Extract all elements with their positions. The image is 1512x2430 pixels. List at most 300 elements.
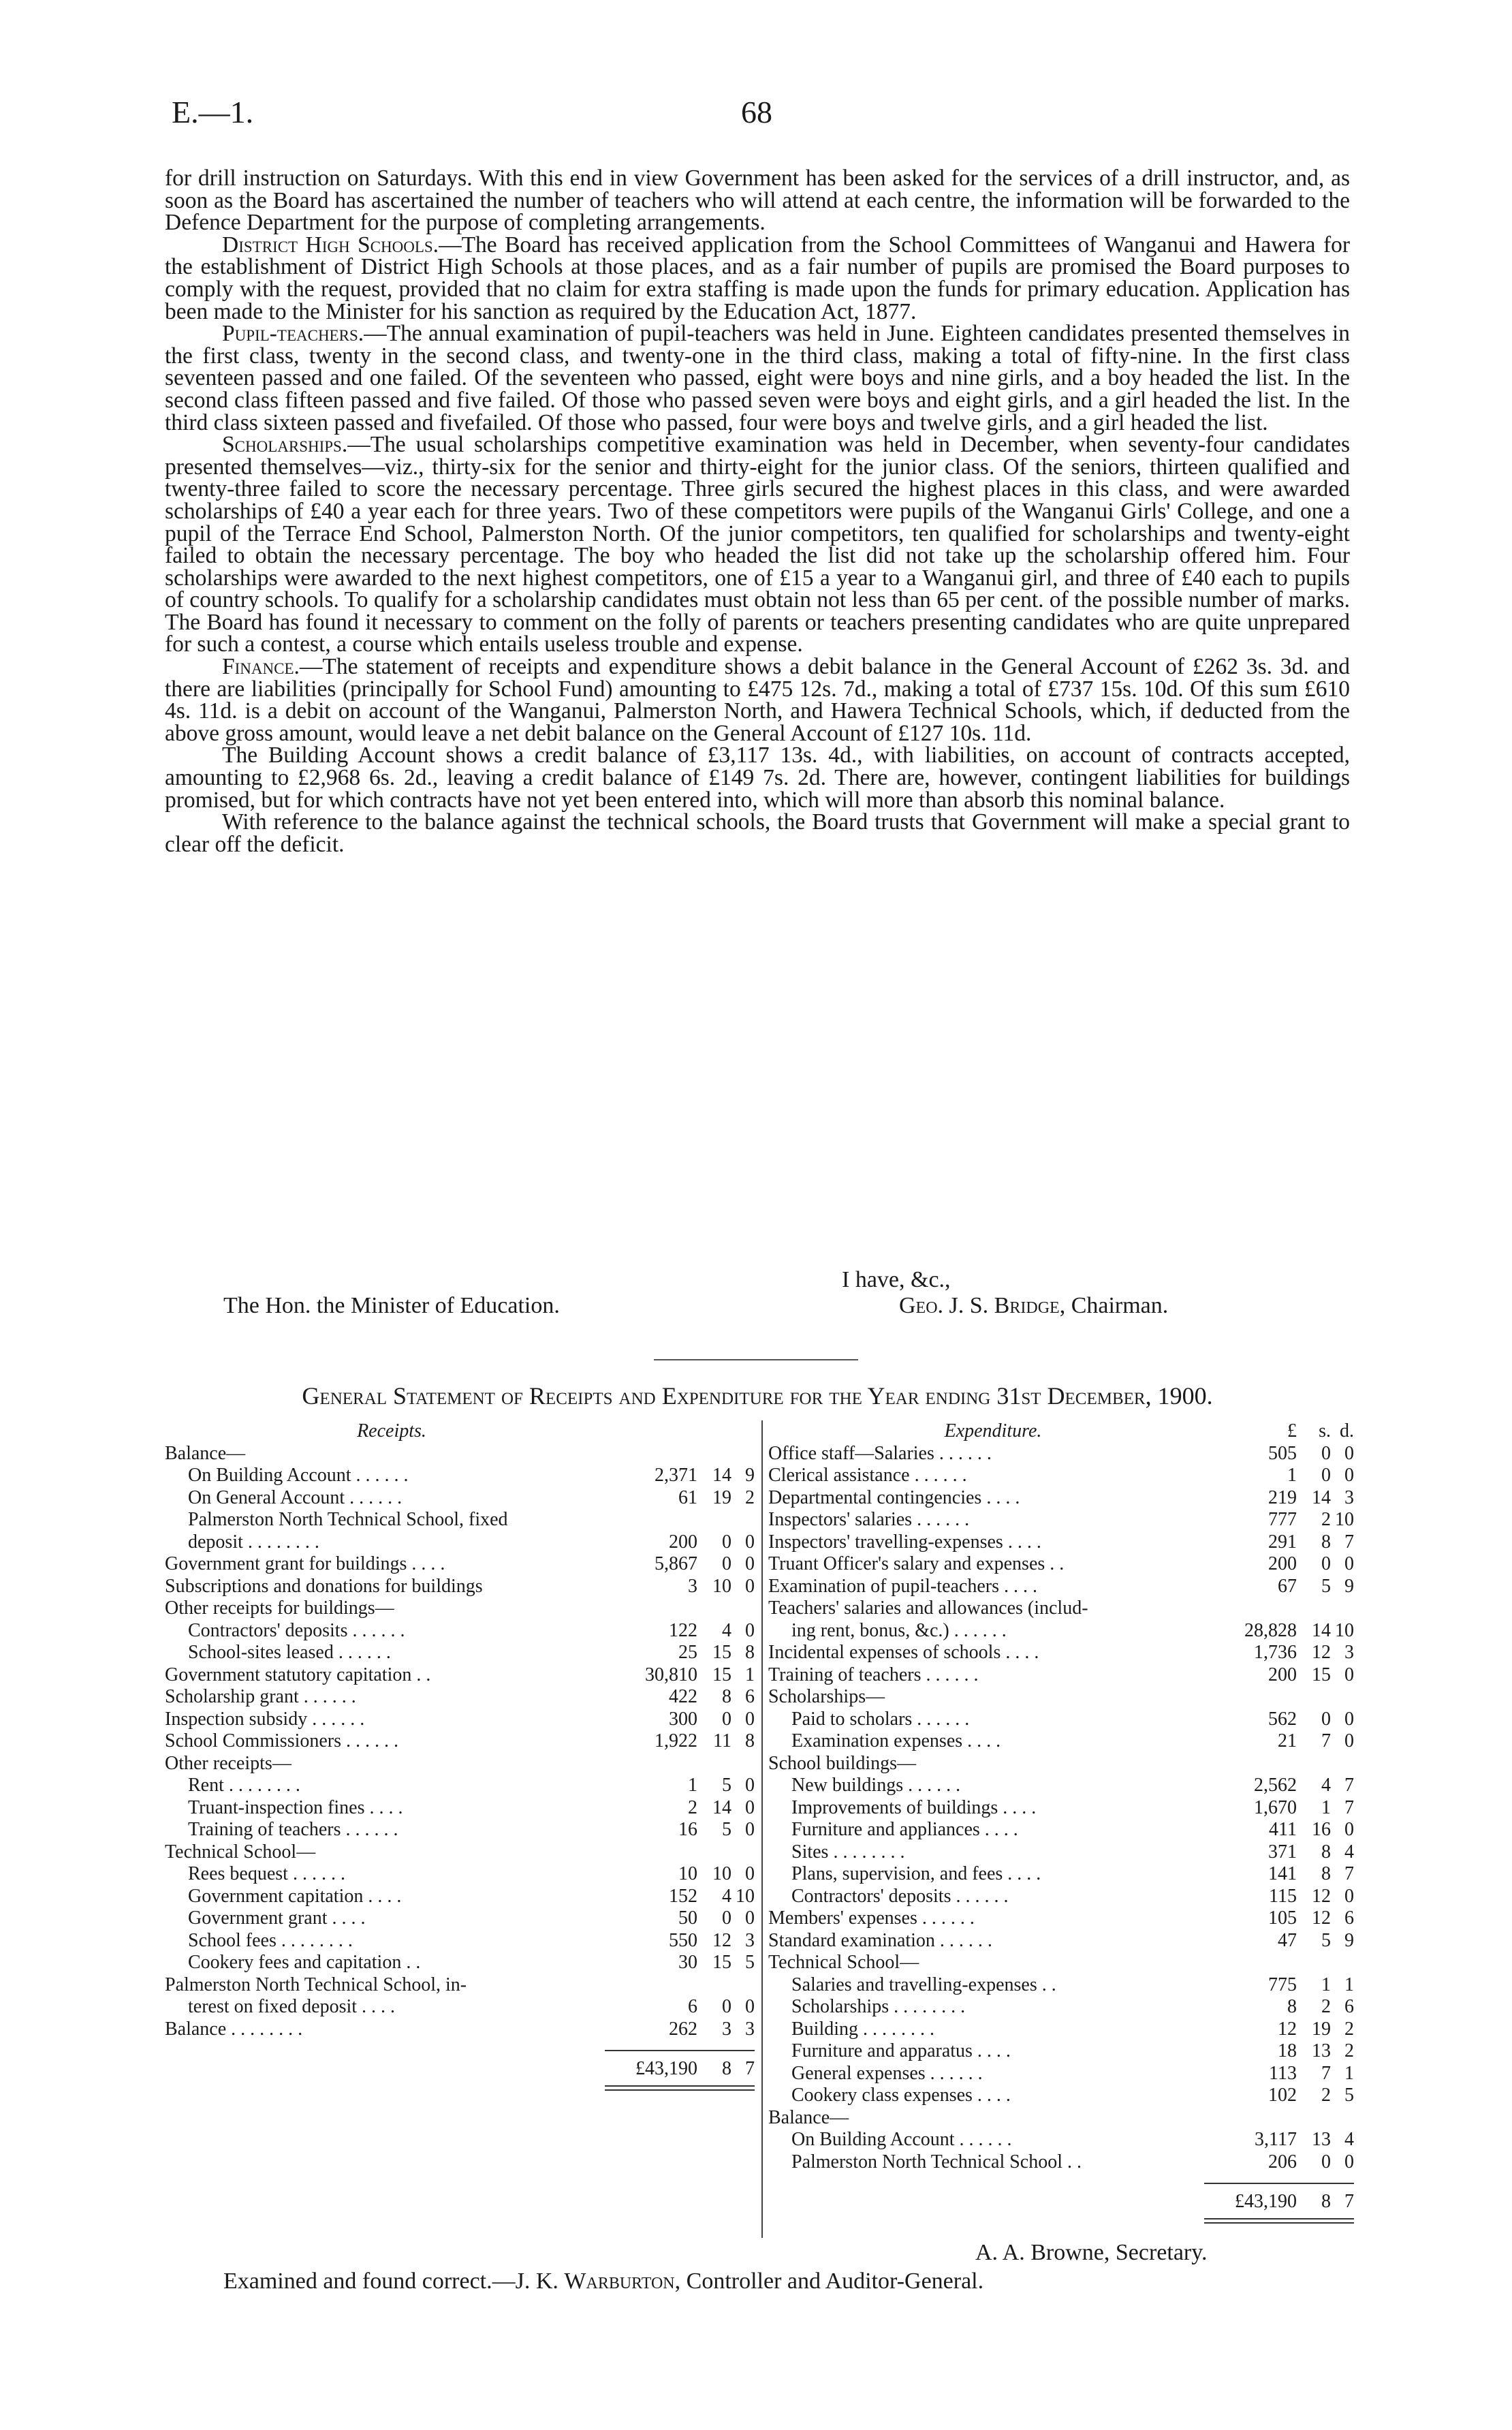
table-row — [165, 1907, 755, 1930]
expenditure-rows — [768, 1443, 1354, 2174]
table-row — [768, 1974, 1354, 1997]
amount-pounds: 371 — [1268, 1841, 1297, 1863]
amount-pence: 6 — [1344, 1907, 1354, 1929]
amount-pence: 0 — [745, 1819, 755, 1840]
amount-pence: 3 — [745, 2018, 755, 2040]
total-rule — [605, 2050, 755, 2051]
row-label: On Building Account . . . . . . — [188, 1465, 409, 1486]
table-row — [768, 1709, 1354, 1731]
paragraph-text: —The Board has received application from the School Committees of Wanganui and Hawera for the establishment of District High Schools at those places, and as a fair number of pupils are promised the Board purposes to comply with the request, provided that no claim for extra staffing is made upon the funds for primary education. Application has been made to the Minister for his sanction as required by the Education Act, 1877. — [165, 232, 1351, 324]
total-rule — [1204, 2222, 1354, 2224]
amount-pence: 10 — [1335, 1509, 1354, 1530]
amount-pounds: 12 — [1278, 2018, 1297, 2040]
table-row — [768, 1952, 1354, 1974]
table-row — [768, 2040, 1354, 2063]
table-row — [768, 2151, 1354, 2174]
amount-pence: 7 — [1344, 1863, 1354, 1884]
table-row — [165, 1841, 755, 1864]
row-label: Rent . . . . . . . . — [188, 1775, 300, 1796]
table-row — [768, 2019, 1354, 2041]
table-row — [165, 1553, 755, 1576]
section-divider — [654, 1359, 858, 1360]
table-row — [768, 1886, 1354, 1908]
amount-pence: 10 — [1335, 1619, 1354, 1641]
table-row — [165, 1465, 755, 1487]
table-row — [165, 1863, 755, 1886]
amount-shillings: 14 — [712, 1465, 731, 1486]
amount-shillings: 14 — [712, 1796, 731, 1818]
amount-pounds: 6 — [688, 1996, 697, 2017]
amount-shillings: 15 — [712, 1642, 731, 1663]
amount-pence: 0 — [1344, 1708, 1354, 1730]
auditor-prefix: Examined and found correct.—J. K. — [223, 2269, 565, 2294]
amount-pence: 9 — [1344, 1575, 1354, 1597]
table-row — [768, 1863, 1354, 1886]
amount-pounds: 25 — [678, 1642, 697, 1663]
row-label: Balance— — [165, 1442, 246, 1464]
amount-pence: 8 — [745, 1642, 755, 1663]
amount-pence: 0 — [745, 1796, 755, 1818]
row-label: Cookery class expenses . . . . — [791, 2085, 1011, 2106]
total-values — [605, 2058, 755, 2080]
total-rule — [1204, 2218, 1354, 2219]
row-label: Palmerston North Technical School, in- — [165, 1974, 467, 1995]
amount-pence: 1 — [1344, 2062, 1354, 2084]
expenditure-heading: Expenditure. — [944, 1420, 1042, 1442]
amount-pence: 1 — [1344, 1974, 1354, 1995]
row-label: Subscriptions and donations for buildings — [165, 1575, 483, 1597]
amount-shillings: 0 — [722, 1531, 731, 1553]
amount-pounds: 67 — [1278, 1575, 1297, 1597]
amount-shillings: 0 — [722, 1553, 731, 1574]
table-row — [165, 1886, 755, 1908]
total-values — [1204, 2191, 1354, 2213]
row-label: ing rent, bonus, &c.) . . . . . . — [791, 1619, 1007, 1641]
row-label: Office staff—Salaries . . . . . . — [768, 1442, 992, 1464]
amount-pounds: 1,670 — [1254, 1796, 1297, 1818]
amount-pounds: 3,117 — [1255, 2129, 1297, 2150]
receipts-heading: Receipts. — [357, 1420, 426, 1442]
amount-shillings: 0 — [1321, 2151, 1331, 2172]
amount-pounds: 102 — [1268, 2085, 1297, 2106]
amount-pounds: 200 — [669, 1531, 697, 1553]
table-row — [768, 1620, 1354, 1642]
expenditure-total — [768, 2183, 1354, 2224]
amount-pounds: 18 — [1278, 2040, 1297, 2061]
amount-pounds: 141 — [1268, 1863, 1297, 1884]
row-label: Training of teachers . . . . . . — [768, 1664, 979, 1685]
addressee: The Hon. the Minister of Education. — [223, 1293, 560, 1318]
amount-pounds: 105 — [1268, 1907, 1297, 1929]
row-label: On Building Account . . . . . . — [791, 2129, 1012, 2150]
amount-pounds: 30,810 — [645, 1664, 697, 1685]
amount-shillings: 15 — [1312, 1664, 1331, 1685]
amount-pence: 0 — [1344, 1553, 1354, 1574]
amount-pence: 7 — [1344, 1775, 1354, 1796]
report-body — [165, 168, 1350, 856]
row-label: Paid to scholars . . . . . . — [791, 1708, 970, 1730]
paragraph-technical-schools: With reference to the balance against the technical schools, the Board trusts that Government will make a special grant to clear off the deficit. — [165, 809, 1350, 857]
table-row — [165, 1930, 755, 1952]
table-row — [165, 1996, 755, 2019]
amount-shillings: 7 — [1321, 1730, 1331, 1751]
table-row — [165, 1443, 755, 1465]
row-label: Government capitation . . . . — [188, 1885, 402, 1907]
table-row — [165, 1576, 755, 1598]
total-shillings: 8 — [722, 2058, 731, 2079]
table-row — [165, 1686, 755, 1709]
paragraph-text: —The annual examination of pupil-teachers was held in June. Eighteen candidates presented themselves in the first class, twenty in the second class, and twenty-one in the third class, making a total of fifty-nine. In the first class seventeen passed and one failed. Of the seventeen who passed, eight were boys and nine girls, and a boy headed the list. In the second class fifteen passed and five failed. Of those who passed seven were boys and eight girls, and a girl headed the list. In the third class sixteen passed and fivefailed. Of those who passed, four were boys and twelve girls, and a girl headed the list. — [165, 321, 1350, 435]
amount-shillings: 3 — [722, 2018, 731, 2040]
table-row — [768, 1531, 1354, 1554]
amount-shillings: 8 — [1321, 1531, 1331, 1553]
row-label: Other receipts— — [165, 1752, 292, 1774]
expenditure-header — [768, 1420, 1354, 1443]
amount-pence: 0 — [1344, 1465, 1354, 1486]
receipts-total — [165, 2050, 755, 2091]
amount-shillings: 13 — [1312, 2040, 1331, 2061]
total-pence: 7 — [1344, 2191, 1354, 2212]
table-row — [768, 1996, 1354, 2019]
row-label: General expenses . . . . . . — [791, 2062, 983, 2084]
amount-pounds: 206 — [1268, 2151, 1297, 2172]
amount-pounds: 505 — [1268, 1442, 1297, 1464]
amount-pounds: 550 — [669, 1929, 697, 1951]
row-label: Examination of pupil-teachers . . . . — [768, 1575, 1037, 1597]
row-label: New buildings . . . . . . — [791, 1775, 961, 1796]
amount-shillings: 11 — [713, 1730, 731, 1751]
amount-shillings: 0 — [722, 1708, 731, 1730]
amount-pence: 2 — [745, 1486, 755, 1508]
amount-shillings: 12 — [1312, 1642, 1331, 1663]
auditor-line — [223, 2269, 983, 2294]
paragraph-building-account: The Building Account shows a credit balance of £3,117 13s. 4d., with liabilities, on account of contracts accepted, amounting to £2,968 6s. 2d., leaving a credit balance of £149 7s. 2d. There are, however, contingent liabilities for buildings promised, but for which contracts have not yet been entered into, which will more than absorb this nominal balance. — [165, 743, 1350, 813]
amount-shillings: 4 — [722, 1885, 731, 1907]
amount-pounds: 122 — [669, 1619, 697, 1641]
row-label: Palmerston North Technical School . . — [791, 2151, 1082, 2172]
page-number: 68 — [741, 95, 772, 129]
amount-pounds: 10 — [678, 1863, 697, 1884]
table-row — [165, 1620, 755, 1642]
total-pence: 7 — [745, 2058, 755, 2079]
amount-pounds: 219 — [1268, 1486, 1297, 1508]
amount-pence: 9 — [1344, 1929, 1354, 1951]
amount-shillings: 15 — [712, 1952, 731, 1973]
row-label: Building . . . . . . . . — [791, 2018, 935, 2040]
section-heading-district-high-schools: District High Schools. — [222, 232, 439, 258]
total-rule — [605, 2085, 755, 2087]
total-pounds: £43,190 — [1235, 2191, 1297, 2212]
table-row — [768, 1664, 1354, 1687]
amount-pence: 0 — [1344, 1730, 1354, 1751]
amount-pounds: 5,867 — [655, 1553, 697, 1574]
amount-pounds: 8 — [1287, 1996, 1297, 2017]
row-label: Training of teachers . . . . . . — [188, 1819, 398, 1840]
amount-pounds: 28,828 — [1244, 1619, 1297, 1641]
amount-pounds: 562 — [1268, 1708, 1297, 1730]
row-label: Technical School— — [165, 1841, 316, 1863]
table-row — [768, 1907, 1354, 1930]
row-label: Other receipts for buildings— — [165, 1598, 394, 1619]
table-row — [768, 1819, 1354, 1841]
auditor-suffix: , Controller and Auditor-General. — [674, 2269, 984, 2294]
row-label: terest on fixed deposit . . . . — [188, 1996, 396, 2017]
table-row — [165, 1598, 755, 1620]
amount-shillings: 0 — [1321, 1708, 1331, 1730]
amount-pence: 8 — [745, 1730, 755, 1751]
row-label: Inspectors' travelling-expenses . . . . — [768, 1531, 1041, 1553]
col-pence: d. — [1340, 1420, 1354, 1442]
amount-pence: 3 — [745, 1929, 755, 1951]
amount-shillings: 4 — [1321, 1775, 1331, 1796]
amount-pounds: 300 — [669, 1708, 697, 1730]
amount-pounds: 262 — [669, 2018, 697, 2040]
table-row — [165, 1974, 755, 1997]
amount-pounds: 422 — [669, 1686, 697, 1707]
amount-pence: 6 — [1344, 1996, 1354, 2017]
row-label: Departmental contingencies . . . . — [768, 1486, 1020, 1508]
amount-shillings: 0 — [1321, 1553, 1331, 1574]
amount-shillings: 19 — [712, 1486, 731, 1508]
table-row — [768, 2107, 1354, 2130]
row-label: On General Account . . . . . . — [188, 1486, 403, 1508]
row-label: Contractors' deposits . . . . . . — [188, 1619, 405, 1641]
row-label: Contractors' deposits . . . . . . — [791, 1885, 1009, 1907]
table-row — [768, 1576, 1354, 1598]
amount-shillings: 15 — [712, 1664, 731, 1685]
closing-line: I have, &c., — [842, 1267, 951, 1292]
page-header-reference: E.—1. — [172, 95, 254, 129]
table-row — [165, 1709, 755, 1731]
paragraph-scholarships — [165, 434, 1350, 656]
row-label: Government grant . . . . — [188, 1907, 366, 1929]
amount-pence: 7 — [1344, 1796, 1354, 1818]
amount-shillings: 1 — [1321, 1974, 1331, 1995]
amount-pence: 0 — [745, 1907, 755, 1929]
row-label: School buildings— — [768, 1752, 917, 1774]
table-row — [768, 1443, 1354, 1465]
amount-shillings: 5 — [722, 1819, 731, 1840]
amount-shillings: 2 — [1321, 1996, 1331, 2017]
row-label: Improvements of buildings . . . . — [791, 1796, 1037, 1818]
row-label: Scholarships . . . . . . . . — [791, 1996, 966, 2017]
amount-shillings: 8 — [1321, 1863, 1331, 1884]
amount-pounds: 3 — [688, 1575, 697, 1597]
table-row — [768, 1598, 1354, 1620]
amount-pounds: 113 — [1269, 2062, 1297, 2084]
amount-shillings: 0 — [722, 1907, 731, 1929]
amount-shillings: 8 — [722, 1686, 731, 1707]
secretary-title: , Secretary. — [1103, 2240, 1208, 2265]
expenditure-column — [768, 1420, 1354, 2224]
amount-pence: 0 — [1344, 1442, 1354, 1464]
amount-shillings: 5 — [1321, 1929, 1331, 1951]
amount-pounds: 30 — [678, 1952, 697, 1973]
table-row — [768, 1509, 1354, 1531]
row-label: Salaries and travelling-expenses . . — [791, 1974, 1056, 1995]
table-row — [165, 2019, 755, 2041]
total-rule — [1204, 2183, 1354, 2184]
table-row — [165, 1819, 755, 1841]
amount-pounds: 200 — [1268, 1553, 1297, 1574]
auditor-name: Warburton — [564, 2269, 675, 2294]
table-row — [768, 1753, 1354, 1775]
amount-shillings: 1 — [1321, 1796, 1331, 1818]
amount-pence: 0 — [1344, 1664, 1354, 1685]
row-label: Truant-inspection fines . . . . — [188, 1796, 403, 1818]
amount-pounds: 1 — [1287, 1465, 1297, 1486]
amount-pounds: 777 — [1268, 1509, 1297, 1530]
amount-pence: 0 — [745, 1708, 755, 1730]
table-row — [768, 2085, 1354, 2107]
amount-shillings: 16 — [1312, 1819, 1331, 1840]
table-row — [768, 1797, 1354, 1820]
row-label: Teachers' salaries and allowances (includ- — [768, 1598, 1088, 1619]
amount-pence: 2 — [1344, 2040, 1354, 2061]
row-label: Government statutory capitation . . — [165, 1664, 431, 1685]
row-label: Technical School— — [768, 1952, 919, 1973]
row-label: Palmerston North Technical School, fixed — [188, 1509, 508, 1530]
amount-pounds: 61 — [678, 1486, 697, 1508]
amount-pence: 0 — [745, 1863, 755, 1884]
row-label: Rees bequest . . . . . . — [188, 1863, 345, 1884]
row-label: School-sites leased . . . . . . — [188, 1642, 391, 1663]
table-row — [768, 1686, 1354, 1709]
amount-pence: 10 — [736, 1885, 755, 1907]
receipts-header — [165, 1420, 755, 1443]
receipts-rows — [165, 1443, 755, 2041]
table-row — [768, 1930, 1354, 1952]
paragraph-pupil-teachers — [165, 323, 1350, 434]
amount-shillings: 2 — [1321, 2085, 1331, 2106]
section-heading-finance: Finance. — [222, 654, 300, 680]
row-label: Balance . . . . . . . . — [165, 2018, 303, 2040]
row-label: School Commissioners . . . . . . — [165, 1730, 399, 1751]
amount-pence: 0 — [745, 1531, 755, 1553]
table-row — [768, 1553, 1354, 1576]
amount-pence: 3 — [1344, 1486, 1354, 1508]
row-label: Clerical assistance . . . . . . — [768, 1465, 967, 1486]
amount-shillings: 0 — [722, 1996, 731, 2017]
total-pounds: £43,190 — [635, 2058, 697, 2079]
table-row — [768, 1730, 1354, 1753]
amount-pounds: 411 — [1269, 1819, 1297, 1840]
amount-pence: 1 — [745, 1664, 755, 1685]
amount-pence: 3 — [1344, 1642, 1354, 1663]
row-label: Plans, supervision, and fees . . . . — [791, 1863, 1041, 1884]
table-row — [165, 1642, 755, 1664]
signature-chairman — [899, 1293, 1168, 1319]
amount-shillings: 10 — [712, 1863, 731, 1884]
signer-name: Geo. J. S. Bridge — [899, 1293, 1060, 1318]
row-label: Furniture and apparatus . . . . — [791, 2040, 1011, 2061]
amount-pence: 5 — [745, 1952, 755, 1973]
amount-pounds: 291 — [1268, 1531, 1297, 1553]
amount-shillings: 7 — [1321, 2062, 1331, 2084]
row-label: Scholarship grant . . . . . . — [165, 1686, 356, 1707]
amount-pounds: 2,371 — [655, 1465, 697, 1486]
row-label: deposit . . . . . . . . — [188, 1531, 319, 1553]
amount-shillings: 5 — [722, 1775, 731, 1796]
amount-pence: 0 — [745, 1996, 755, 2017]
amount-pence: 4 — [1344, 1841, 1354, 1863]
amount-pounds: 1,922 — [655, 1730, 697, 1751]
paragraph-district-high-schools — [165, 234, 1350, 323]
amount-pounds: 152 — [669, 1885, 697, 1907]
amount-pounds: 16 — [678, 1819, 697, 1840]
row-label: Scholarships— — [768, 1686, 885, 1707]
col-shillings: s. — [1319, 1420, 1331, 1442]
amount-pence: 0 — [745, 1619, 755, 1641]
amount-pence: 6 — [745, 1686, 755, 1707]
amount-shillings: 5 — [1321, 1575, 1331, 1597]
section-heading-scholarships: Scholarships. — [222, 432, 348, 458]
table-row — [768, 2063, 1354, 2085]
amount-shillings: 14 — [1312, 1486, 1331, 1508]
total-shillings: 8 — [1321, 2191, 1331, 2212]
amount-pounds: 50 — [678, 1907, 697, 1929]
table-row — [768, 1465, 1354, 1487]
table-row — [768, 1642, 1354, 1664]
amount-pounds: 47 — [1278, 1929, 1297, 1951]
currency-columns — [1218, 1420, 1354, 1443]
table-row — [165, 1797, 755, 1820]
amount-pence: 0 — [1344, 2151, 1354, 2172]
receipts-column — [165, 1420, 755, 2091]
table-row — [165, 1531, 755, 1554]
row-label: Inspectors' salaries . . . . . . — [768, 1509, 970, 1530]
row-label: Government grant for buildings . . . . — [165, 1553, 445, 1574]
amount-pence: 0 — [745, 1575, 755, 1597]
amount-pounds: 2 — [688, 1796, 697, 1818]
amount-pence: 2 — [1344, 2018, 1354, 2040]
row-label: Examination expenses . . . . — [791, 1730, 1001, 1751]
amount-shillings: 0 — [1321, 1465, 1331, 1486]
amount-pounds: 115 — [1269, 1885, 1297, 1907]
table-row — [165, 1730, 755, 1753]
table-row — [768, 1841, 1354, 1864]
amount-pounds: 21 — [1278, 1730, 1297, 1751]
secretary-name: A. A. Browne — [975, 2240, 1104, 2265]
column-divider — [761, 1420, 763, 2238]
amount-shillings: 19 — [1312, 2018, 1331, 2040]
paragraph-text: —The statement of receipts and expenditure shows a debit balance in the General Account of £262 3s. 3d. and there are liabilities (principally for School Fund) amounting to £475 12s. 7d., making a total of £737 15s. 10d. Of this sum £610 4s. 11d. is a debit on account of the Wanganui, Palmerston North, and Hawera Technical Schools, which, if deducted from the above gross amount, would leave a net debit balance on the General Account of £127 10s. 11d. — [165, 654, 1350, 746]
amount-shillings: 0 — [1321, 1442, 1331, 1464]
amount-pence: 5 — [1344, 2085, 1354, 2106]
table-title: General Statement of Receipts and Expenditure for the Year ending 31st December, 1900. — [302, 1382, 1213, 1409]
amount-pence: 0 — [1344, 1885, 1354, 1907]
row-label: Incidental expenses of schools . . . . — [768, 1642, 1039, 1663]
row-label: Inspection subsidy . . . . . . — [165, 1708, 365, 1730]
amount-pence: 0 — [745, 1775, 755, 1796]
amount-pounds: 775 — [1268, 1974, 1297, 1995]
secretary-signature — [975, 2240, 1208, 2266]
amount-pounds: 1,736 — [1254, 1642, 1297, 1663]
amount-shillings: 12 — [1312, 1907, 1331, 1929]
amount-pence: 0 — [1344, 1819, 1354, 1840]
table-row — [165, 1753, 755, 1775]
paragraph-drill: for drill instruction on Saturdays. With this end in view Government has been asked for the services of a drill instructor, and, as soon as the Board has ascertained the number of teachers who will attend at each centre, the information will be forwarded to the Defence Department for the purpose of completing arrangements. — [165, 166, 1350, 236]
section-heading-pupil-teachers: Pupil-teachers. — [222, 321, 364, 347]
row-label: Cookery fees and capitation . . — [188, 1952, 421, 1973]
table-row — [165, 1509, 755, 1531]
row-label: Members' expenses . . . . . . — [768, 1907, 975, 1929]
row-label: Standard examination . . . . . . — [768, 1929, 992, 1951]
amount-pence: 0 — [745, 1553, 755, 1574]
row-label: Sites . . . . . . . . — [791, 1841, 905, 1863]
row-label: Truant Officer's salary and expenses . . — [768, 1553, 1065, 1574]
col-pounds: £ — [1287, 1420, 1297, 1442]
